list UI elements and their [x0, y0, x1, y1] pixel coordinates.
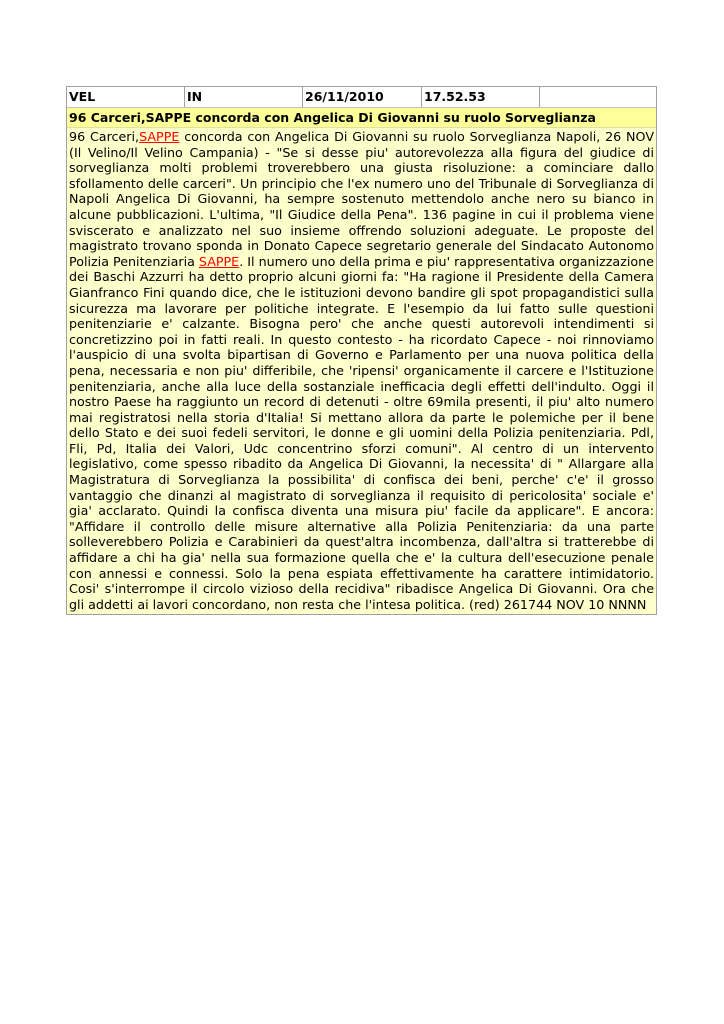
direction-cell: IN: [185, 87, 303, 107]
article-text-part-2: . Il numero uno della prima e piu' rappresentativa organizzazione dei Baschi Azzurri ha detto proprio alcuni giorni fa: "Ha ragione il Presidente della Camera Gianfranco Fini quando dice, che le istituzioni devono bandire gli spot propagandistici sulla sicurezza ma lavorare per politiche integrate. E l'esempio da lui fatto sulle questioni penitenziarie e' calzante. Bisogna pero' che anche questi autorevoli intendimenti si concretizzino poi in fatti reali. In questo contesto - ha ricordato Capece - noi rinnoviamo l'auspicio di una svolta bipartisan di Governo e Parlamento per una nuova politica della pena, necessaria e non piu' differibile, che 'ripensi' organicamente il carcere e l'Istituzione penitenziaria, anche alla luce della sostanziale inefficacia degli effetti dell'indulto. Oggi il nostro Paese ha raggiunto un record di detenuti - oltre 69mila presenti, il piu' alto numero mai registratosi nella storia d'Italia! Si mettano allora da parte le polemiche per il bene dello Stato e dei suoi fedeli servitori, le donne e gli uomini della Polizia penitenziaria. Pdl, Fli, Pd, Italia dei Valori, Udc concentrino sforzi comuni". Al centro di un intervento legislativo, come spesso ribadito da Angelica Di Giovanni, la necessita' di " Allargare alla Magistratura di Sorveglianza la possibilita' di confisca dei beni, perche' c'e' il grosso vantaggio che dinanzi al magistrato di sorveglianza il requisito di pericolosita' sociale e' gia' acclarato. Quindi la confisca diventa una misura piu' facile da applicare". E ancora: "Affidare il controllo delle misure alternative alla Polizia Penitenziaria: da una parte solleverebbero Polizia e Carabinieri da quest'altra incombenza, dall'altra si tratterebbe di affidare a chi ha gia' nella sua formazione quella che e' la cultura dell'esecuzione penale con annessi e connessi. Solo la pena espiata effettivamente ha carattere intimidatorio. Cosi' s'interrompe il circolo vizioso della recidiva" ribadisce Angelica Di Giovanni. Ora che gli addetti ai lavori concordano, non resta che l'intesa politica. (red) 261744 NOV 10 NNNN: [69, 253, 654, 612]
time-cell: 17.52.53: [422, 87, 540, 107]
meta-row: [67, 87, 656, 108]
empty-cell: [540, 87, 656, 107]
sappe-link-1[interactable]: SAPPE: [139, 129, 180, 144]
article-lead: 96 Carceri,: [69, 129, 140, 144]
date-cell: 26/11/2010: [303, 87, 422, 107]
news-item-table: [66, 86, 657, 615]
sappe-link-2[interactable]: SAPPE: [198, 253, 240, 269]
source-cell: VEL: [67, 87, 185, 107]
article-text-part-1: concorda con Angelica Di Giovanni su ruolo Sorveglianza Napoli, 26 NOV (Il Velino/Il Velino Campania) - "Se si desse piu' autorevolezza alla figura del giudice di sorveglianza molti problemi troverebbero una giusta risoluzione: a cominciare dallo sfollamento delle carceri". Un principio che l'ex numero uno del Tribunale di Sorveglianza di Napoli Angelica Di Giovanni, ha sempre sostenuto mettendolo anche nero su bianco in alcune pubblicazioni. L'ultima, "Il Giudice della Pena". 136 pagine in cui il problema viene sviscerato e analizzato nel suo insieme offrendo soluzioni adeguate. Le proposte del magistrato trovano sponda in Donato Capece segretario generale del Sindacato Autonomo Polizia Penitenziaria: [69, 129, 654, 269]
headline: 96 Carceri,SAPPE concorda con Angelica Di Giovanni su ruolo Sorveglianza: [67, 108, 656, 128]
article-body: [67, 128, 656, 614]
